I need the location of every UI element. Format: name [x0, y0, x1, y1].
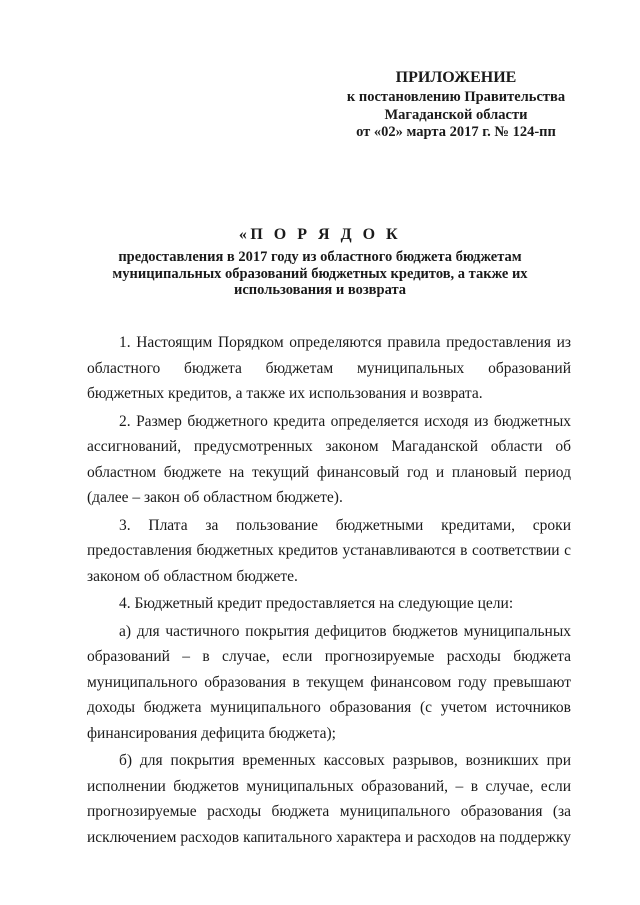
paragraph-4: 4. Бюджетный кредит предоставляется на следующие цели: [119, 595, 514, 612]
title-line-2: муниципальных образований бюджетных кредитов, а также их [112, 265, 528, 282]
title-line-1: предоставления в 2017 году из областного бюджета бюджетам [118, 249, 522, 265]
appendix-block [300, 68, 612, 142]
appendix-line-2: Магаданской области [384, 106, 528, 123]
paragraph-1: 1. Настоящим Порядком определяются правила предоставления из областного бюджета бюджетам муниципальных образований бюджетных кредитов, а также их использования и возврата. [87, 334, 571, 402]
title-word: «П О Р Я Д О К [238, 226, 402, 243]
appendix-line-3: от «02» марта 2017 г. № 124-пп [356, 124, 556, 140]
document-body [87, 330, 571, 850]
paragraph-2: 2. Размер бюджетного кредита определяется исходя из бюджетных ассигнований, предусмотренных законом Магаданской области об областном бюджете на текущий финансовый год и плановый период (далее – закон об областном бюджете). [87, 412, 571, 506]
appendix-line-1: к постановлению Правительства [346, 89, 566, 105]
paragraph-6: б) для покрытия временных кассовых разрывов, возникших при исполнении бюджетов муниципальных образований, – в случае, если прогнозируемые расходы бюджета муниципального образования (за исключением расходов капитального характера и расходов на поддержку [87, 752, 571, 846]
appendix-heading: ПРИЛОЖЕНИЕ [395, 69, 517, 86]
document-title [90, 225, 550, 299]
paragraph-3: 3. Плата за пользование бюджетными кредитами, сроки предоставления бюджетных кредитов устанавливаются в соответствии с законом об областном бюджете. [87, 516, 571, 585]
paragraph-5: а) для частичного покрытия дефицитов бюджетов муниципальных образований – в случае, если прогнозируемые расходы бюджета муниципального образования в текущем финансовом году превышают доходы бюджета муниципального образования (с учетом источников финансирования дефицита бюджета); [87, 622, 571, 742]
title-line-3: использования и возврата [233, 282, 406, 298]
